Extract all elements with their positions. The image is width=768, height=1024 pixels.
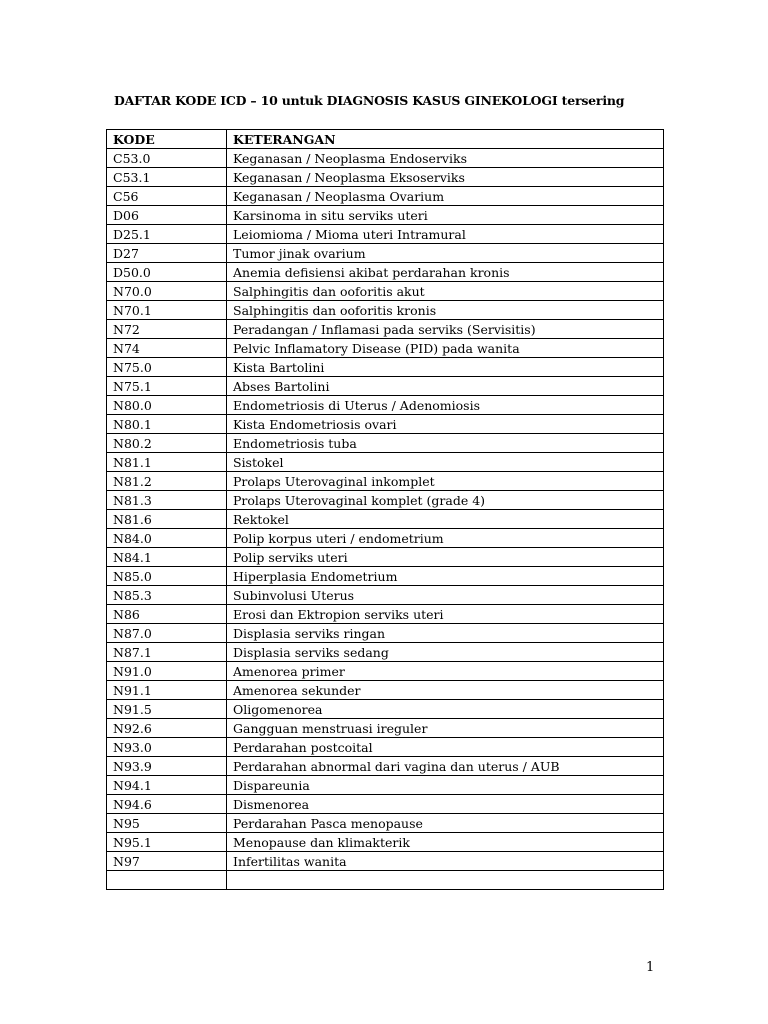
table-row [107, 206, 664, 225]
description-cell: Keganasan / Neoplasma Ovarium [227, 187, 664, 206]
description-cell: Prolaps Uterovaginal inkomplet [227, 472, 664, 491]
description-cell: Kista Bartolini [227, 358, 664, 377]
code-cell: N95.1 [107, 833, 227, 852]
code-cell: C53.0 [107, 149, 227, 168]
table-row [107, 567, 664, 586]
code-cell: N80.1 [107, 415, 227, 434]
description-cell: Gangguan menstruasi ireguler [227, 719, 664, 738]
code-cell: N75.0 [107, 358, 227, 377]
description-cell: Oligomenorea [227, 700, 664, 719]
code-cell: N80.2 [107, 434, 227, 453]
table-row [107, 187, 664, 206]
table-row [107, 700, 664, 719]
code-cell: N87.1 [107, 643, 227, 662]
code-cell: N84.0 [107, 529, 227, 548]
header-kode: KODE [107, 130, 227, 149]
code-cell: N95 [107, 814, 227, 833]
code-cell: D25.1 [107, 225, 227, 244]
description-cell: Endometriosis tuba [227, 434, 664, 453]
description-cell: Anemia defisiensi akibat perdarahan kronis [227, 263, 664, 282]
description-cell: Sistokel [227, 453, 664, 472]
table-row [107, 833, 664, 852]
code-cell: N81.6 [107, 510, 227, 529]
table-header-row [107, 130, 664, 149]
code-cell: N91.5 [107, 700, 227, 719]
description-cell: Amenorea sekunder [227, 681, 664, 700]
table-row [107, 643, 664, 662]
code-cell: N72 [107, 320, 227, 339]
table-row [107, 776, 664, 795]
description-cell: Salphingitis dan ooforitis akut [227, 282, 664, 301]
code-cell: N93.0 [107, 738, 227, 757]
code-cell: N84.1 [107, 548, 227, 567]
description-cell: Polip korpus uteri / endometrium [227, 529, 664, 548]
description-cell: Displasia serviks ringan [227, 624, 664, 643]
description-cell: Dismenorea [227, 795, 664, 814]
page-number: 1 [646, 960, 655, 975]
table-row [107, 453, 664, 472]
table-row [107, 491, 664, 510]
table-row [107, 795, 664, 814]
description-cell: Dispareunia [227, 776, 664, 795]
code-cell [107, 871, 227, 890]
table-row [107, 320, 664, 339]
description-cell: Infertilitas wanita [227, 852, 664, 871]
table-row [107, 149, 664, 168]
table-row [107, 624, 664, 643]
code-cell: N94.1 [107, 776, 227, 795]
description-cell: Menopause dan klimakterik [227, 833, 664, 852]
description-cell: Polip serviks uteri [227, 548, 664, 567]
description-cell: Karsinoma in situ serviks uteri [227, 206, 664, 225]
description-cell: Perdarahan postcoital [227, 738, 664, 757]
code-cell: D27 [107, 244, 227, 263]
table-row [107, 738, 664, 757]
code-cell: D06 [107, 206, 227, 225]
code-cell: N80.0 [107, 396, 227, 415]
table-row [107, 377, 664, 396]
description-cell: Erosi dan Ektropion serviks uteri [227, 605, 664, 624]
table-row [107, 719, 664, 738]
description-cell: Pelvic Inflamatory Disease (PID) pada wanita [227, 339, 664, 358]
code-cell: N93.9 [107, 757, 227, 776]
description-cell: Salphingitis dan ooforitis kronis [227, 301, 664, 320]
description-cell: Displasia serviks sedang [227, 643, 664, 662]
description-cell: Abses Bartolini [227, 377, 664, 396]
description-cell: Keganasan / Neoplasma Endoserviks [227, 149, 664, 168]
table-row [107, 263, 664, 282]
code-cell: N81.1 [107, 453, 227, 472]
table-row [107, 282, 664, 301]
table-row [107, 814, 664, 833]
table-body [107, 149, 664, 890]
table-row [107, 434, 664, 453]
icd-code-table [106, 129, 664, 890]
code-cell: N81.2 [107, 472, 227, 491]
header-keterangan: KETERANGAN [227, 130, 664, 149]
table-row [107, 757, 664, 776]
description-cell: Tumor jinak ovarium [227, 244, 664, 263]
code-cell: N85.3 [107, 586, 227, 605]
code-cell: N85.0 [107, 567, 227, 586]
description-cell [227, 871, 664, 890]
description-cell: Hiperplasia Endometrium [227, 567, 664, 586]
code-cell: N91.0 [107, 662, 227, 681]
code-cell: N86 [107, 605, 227, 624]
table-row [107, 472, 664, 491]
description-cell: Prolaps Uterovaginal komplet (grade 4) [227, 491, 664, 510]
description-cell: Peradangan / Inflamasi pada serviks (Servisitis) [227, 320, 664, 339]
table-row [107, 225, 664, 244]
table-row [107, 852, 664, 871]
table-row [107, 358, 664, 377]
code-cell: N75.1 [107, 377, 227, 396]
code-cell: N91.1 [107, 681, 227, 700]
description-cell: Keganasan / Neoplasma Eksoserviks [227, 168, 664, 187]
table-row [107, 548, 664, 567]
code-cell: N87.0 [107, 624, 227, 643]
table-row [107, 168, 664, 187]
code-cell: N97 [107, 852, 227, 871]
description-cell: Rektokel [227, 510, 664, 529]
code-cell: C53.1 [107, 168, 227, 187]
code-cell: D50.0 [107, 263, 227, 282]
description-cell: Subinvolusi Uterus [227, 586, 664, 605]
table-row [107, 396, 664, 415]
description-cell: Leiomioma / Mioma uteri Intramural [227, 225, 664, 244]
table-row [107, 244, 664, 263]
code-cell: N70.0 [107, 282, 227, 301]
table-row [107, 605, 664, 624]
table-row [107, 339, 664, 358]
code-cell: C56 [107, 187, 227, 206]
description-cell: Perdarahan abnormal dari vagina dan uterus / AUB [227, 757, 664, 776]
description-cell: Perdarahan Pasca menopause [227, 814, 664, 833]
table-row [107, 681, 664, 700]
table-row [107, 586, 664, 605]
description-cell: Endometriosis di Uterus / Adenomiosis [227, 396, 664, 415]
code-cell: N92.6 [107, 719, 227, 738]
code-cell: N74 [107, 339, 227, 358]
code-cell: N81.3 [107, 491, 227, 510]
table-row [107, 529, 664, 548]
table-row [107, 510, 664, 529]
table-row [107, 415, 664, 434]
code-cell: N70.1 [107, 301, 227, 320]
description-cell: Amenorea primer [227, 662, 664, 681]
description-cell: Kista Endometriosis ovari [227, 415, 664, 434]
document-title: DAFTAR KODE ICD – 10 untuk DIAGNOSIS KASUS GINEKOLOGI tersering [114, 93, 625, 108]
code-cell: N94.6 [107, 795, 227, 814]
table-row [107, 662, 664, 681]
table-row [107, 301, 664, 320]
table-row [107, 871, 664, 890]
